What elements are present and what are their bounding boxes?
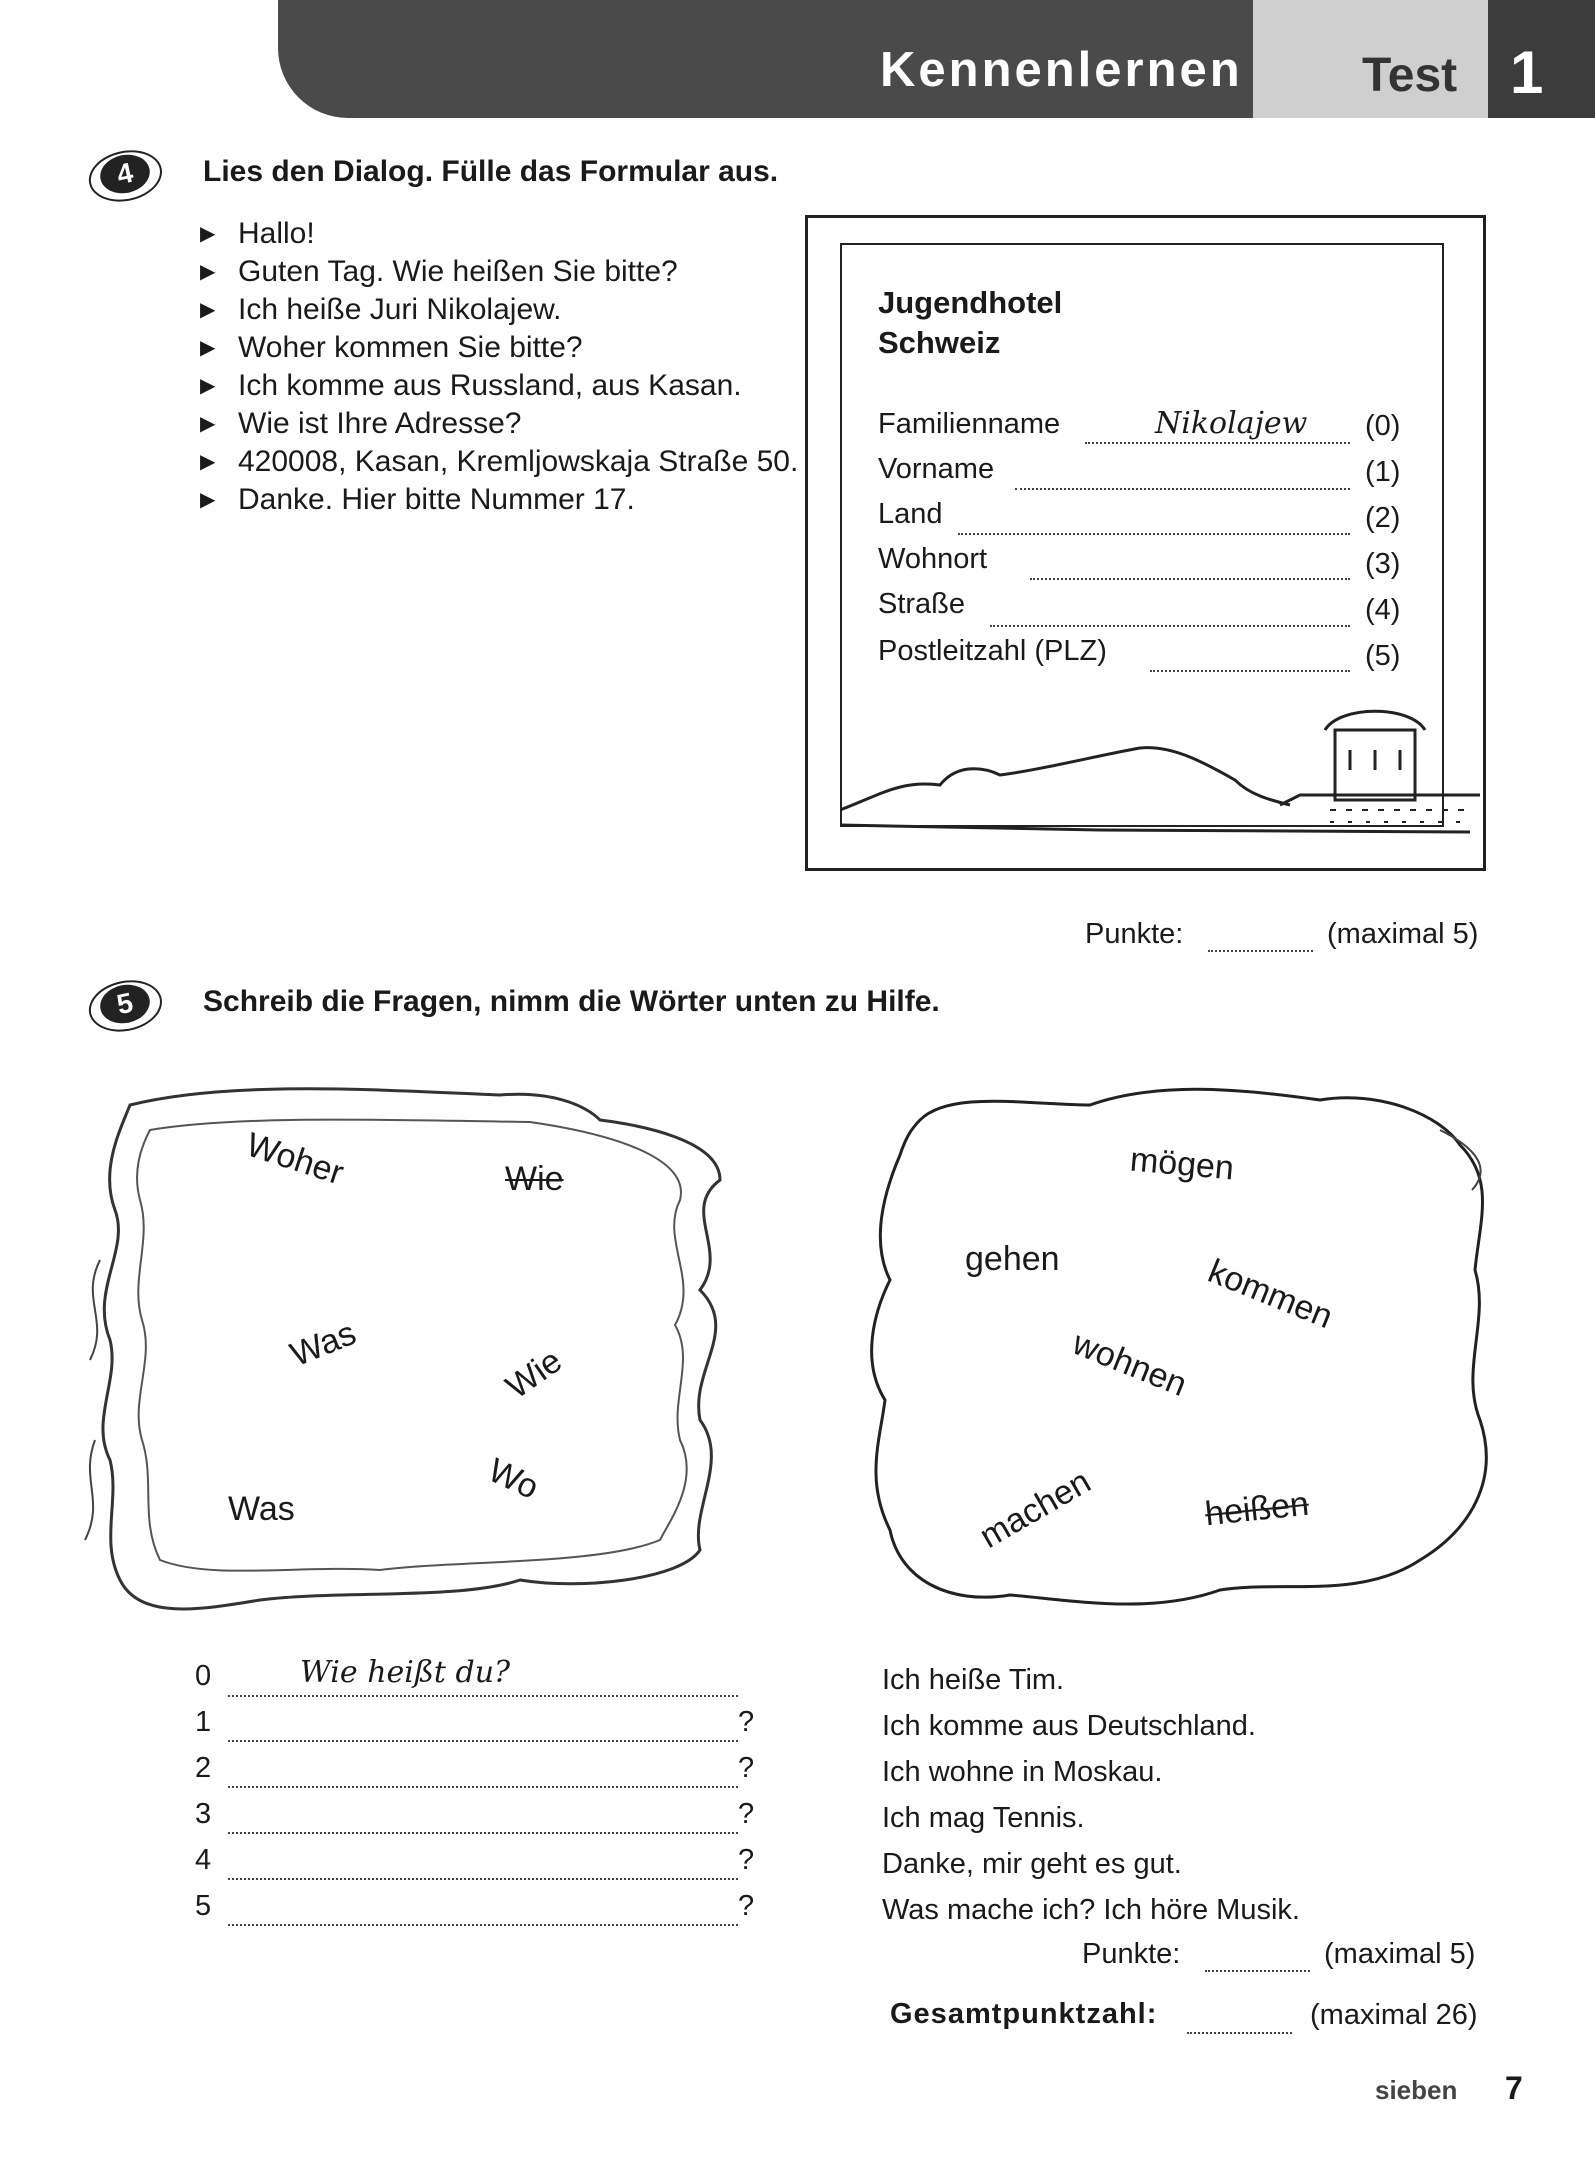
response-line: Ich wohne in Moskau. xyxy=(882,1756,1163,1788)
form-num: (2) xyxy=(1365,502,1401,534)
answer-number: 3 xyxy=(195,1798,212,1830)
form-num: (3) xyxy=(1365,548,1401,580)
answer-line[interactable] xyxy=(228,1878,738,1880)
form-line-familienname xyxy=(1085,442,1350,444)
form-line-land[interactable] xyxy=(958,533,1350,535)
question-mark: ? xyxy=(738,1752,755,1784)
answer-number: 4 xyxy=(195,1844,212,1876)
question-mark: ? xyxy=(738,1706,755,1738)
response-line: Was mache ich? Ich höre Musik. xyxy=(882,1894,1300,1926)
task-5-instruction: Schreib die Fragen, nimm die Wörter unten zu Hilfe. xyxy=(203,985,940,1018)
question-word: Was xyxy=(228,1490,295,1528)
test-number: 1 xyxy=(1510,39,1544,106)
form-label-land: Land xyxy=(878,498,943,530)
response-line: Ich heiße Tim. xyxy=(882,1664,1065,1696)
form-line-plz[interactable] xyxy=(1150,670,1350,672)
task-5-score-label: Punkte: xyxy=(1082,1938,1181,1970)
answer-line[interactable] xyxy=(228,1740,738,1742)
task-4-score-max: (maximal 5) xyxy=(1327,918,1479,950)
form-line-strasse[interactable] xyxy=(990,625,1350,627)
verb-word: kommen xyxy=(1202,1252,1338,1337)
page-number: 7 xyxy=(1505,2070,1523,2106)
total-score-max: (maximal 26) xyxy=(1310,1999,1478,2031)
dialog-line: ▶ Danke. Hier bitte Nummer 17. xyxy=(200,481,808,519)
form-label-plz: Postleitzahl (PLZ) xyxy=(878,635,1107,667)
verb-word: mögen xyxy=(1128,1140,1236,1188)
task-5-number: 5 xyxy=(97,980,154,1028)
answer-line xyxy=(228,1695,738,1697)
form-line-wohnort[interactable] xyxy=(1030,578,1350,580)
dialog-line: ▶ Wie ist Ihre Adresse? xyxy=(200,405,808,443)
response-line: Danke, mir geht es gut. xyxy=(882,1848,1182,1880)
question-mark: ? xyxy=(738,1798,755,1830)
question-word-crossed: Wie xyxy=(505,1160,564,1198)
task-4-instruction: Lies den Dialog. Fülle das Formular aus. xyxy=(203,155,779,188)
task-5-score-line[interactable] xyxy=(1205,1970,1310,1972)
form-num: (0) xyxy=(1365,410,1401,442)
response-line: Ich komme aus Deutschland. xyxy=(882,1710,1256,1742)
form-label-familienname: Familienname xyxy=(878,408,1061,440)
form-value-familienname: Nikolajew xyxy=(1155,406,1308,441)
form-label-vorname: Vorname xyxy=(878,453,995,485)
dialog-line: ▶ Ich heiße Juri Nikolajew. xyxy=(200,291,808,329)
task-4-number: 4 xyxy=(97,150,154,198)
question-words-cloud xyxy=(80,1060,740,1630)
answer-example: Wie heißt du? xyxy=(300,1655,511,1690)
task-4-score-label: Punkte: xyxy=(1085,918,1184,950)
question-word: Wie xyxy=(499,1341,569,1407)
test-label: Test xyxy=(1362,49,1458,102)
verb-word: wohnen xyxy=(1067,1324,1193,1404)
question-word: Wo xyxy=(482,1451,545,1507)
dialog xyxy=(200,215,808,519)
verb-word: gehen xyxy=(965,1240,1060,1278)
answer-number: 5 xyxy=(195,1890,212,1922)
dialog-line: ▶ Woher kommen Sie bitte? xyxy=(200,329,808,367)
form-num: (1) xyxy=(1365,456,1401,488)
answer-number: 1 xyxy=(195,1706,212,1738)
form-title-line1: Jugendhotel xyxy=(878,285,1063,320)
answer-number: 2 xyxy=(195,1752,212,1784)
verb-word: machen xyxy=(973,1462,1098,1556)
form-num: (4) xyxy=(1365,594,1401,626)
verb-word-crossed: heißen xyxy=(1203,1484,1311,1534)
answer-line[interactable] xyxy=(228,1924,738,1926)
dialog-line: ▶ Guten Tag. Wie heißen Sie bitte? xyxy=(200,253,808,291)
form-num: (5) xyxy=(1365,640,1401,672)
answer-number: 0 xyxy=(195,1660,212,1692)
question-mark: ? xyxy=(738,1844,755,1876)
page-number-word: sieben xyxy=(1375,2075,1458,2105)
answer-line[interactable] xyxy=(228,1832,738,1834)
form-label-wohnort: Wohnort xyxy=(878,543,988,575)
form-title-line2: Schweiz xyxy=(878,325,1001,360)
total-score-line[interactable] xyxy=(1187,2032,1292,2034)
dialog-line: ▶ Ich komme aus Russland, aus Kasan. xyxy=(200,367,808,405)
question-word: Woher xyxy=(241,1125,349,1193)
answer-line[interactable] xyxy=(228,1786,738,1788)
form-label-strasse: Straße xyxy=(878,588,966,620)
task-4-score-line[interactable] xyxy=(1208,950,1313,952)
task-5-score-max: (maximal 5) xyxy=(1324,1938,1476,1970)
form-line-vorname[interactable] xyxy=(1015,488,1350,490)
response-line: Ich mag Tennis. xyxy=(882,1802,1085,1834)
total-score-label: Gesamtpunktzahl: xyxy=(890,1998,1158,2030)
dialog-line: ▶ Hallo! xyxy=(200,215,808,253)
dialog-line: ▶ 420008, Kasan, Kremljowskaja Straße 50. xyxy=(200,443,808,481)
question-word: Was xyxy=(285,1313,362,1375)
page-title: Kennenlernen xyxy=(880,43,1243,97)
landscape-illustration xyxy=(840,700,1480,870)
question-mark: ? xyxy=(738,1890,755,1922)
